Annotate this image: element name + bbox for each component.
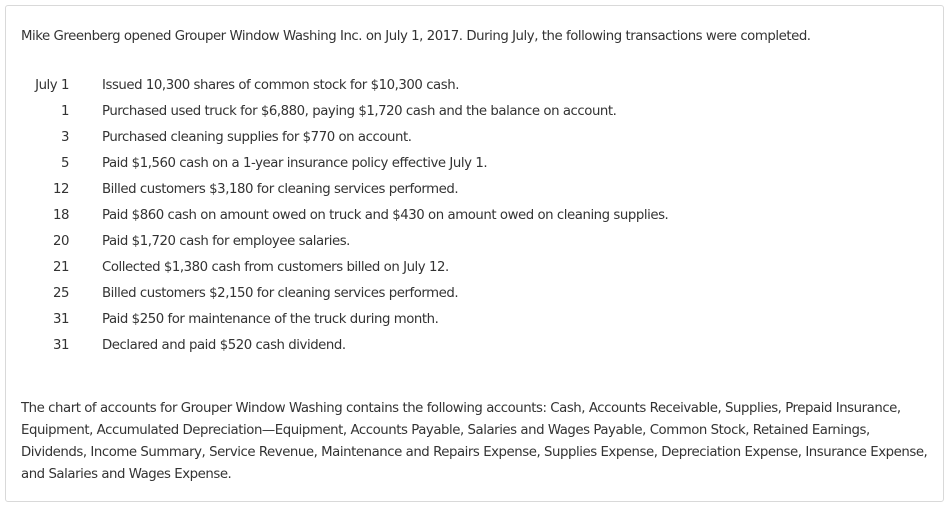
- transaction-description: Collected $1,380 cash from customers billed on July 12.: [102, 260, 449, 275]
- transaction-row: [21, 255, 921, 281]
- transaction-date: 20: [52, 234, 69, 249]
- transaction-row: [21, 99, 921, 125]
- transaction-row: [21, 281, 921, 307]
- transaction-description: Billed customers $2,150 for cleaning services performed.: [102, 286, 459, 301]
- transaction-description: Paid $250 for maintenance of the truck during month.: [102, 312, 439, 327]
- transaction-date: 31: [52, 338, 69, 353]
- transaction-description: Purchased cleaning supplies for $770 on account.: [102, 130, 412, 145]
- transaction-description: Paid $1,560 cash on a 1-year insurance policy effective July 1.: [102, 156, 488, 171]
- transaction-date: 18: [52, 208, 69, 223]
- transaction-description: Billed customers $3,180 for cleaning services performed.: [102, 182, 459, 197]
- transaction-row: [21, 151, 921, 177]
- transaction-date: July 1: [35, 78, 69, 93]
- problem-intro: Mike Greenberg opened Grouper Window Washing Inc. on July 1, 2017. During July, the following transactions were completed.: [21, 29, 811, 44]
- transaction-row: [21, 203, 921, 229]
- transaction-row: [21, 307, 921, 333]
- transaction-row: [21, 177, 921, 203]
- problem-card: [5, 5, 944, 502]
- transaction-row: [21, 73, 921, 99]
- transaction-description: Declared and paid $520 cash dividend.: [102, 338, 346, 353]
- transaction-date: 31: [52, 312, 69, 327]
- transaction-date: 1: [60, 104, 69, 119]
- transaction-date: 25: [52, 286, 69, 301]
- transaction-description: Paid $860 cash on amount owed on truck and $430 on amount owed on cleaning supplies.: [102, 208, 669, 223]
- transaction-row: [21, 125, 921, 151]
- transaction-date: 12: [52, 182, 69, 197]
- transaction-list: [21, 73, 921, 359]
- transaction-date: 3: [60, 130, 69, 145]
- transaction-date: 21: [52, 260, 69, 275]
- transaction-row: [21, 333, 921, 359]
- chart-of-accounts-paragraph: The chart of accounts for Grouper Window Washing contains the following accounts: Cash, Accounts Receivable, Supplies, Prepaid Insurance, Equipment, Accumulated Depreciation—Equipment, Accounts Payable, Salaries and Wages Payable, Common Stock, Retained Earnings, Dividends, Income Summary, Service Revenue, Maintenance and Repairs Expense, Supplies Expense, Depreciation Expense, Insurance Expense, and Salaries and Wages Expense.: [21, 401, 928, 482]
- transaction-description: Purchased used truck for $6,880, paying $1,720 cash and the balance on account.: [102, 104, 617, 119]
- transaction-row: [21, 229, 921, 255]
- transaction-date: 5: [60, 156, 69, 171]
- transaction-description: Issued 10,300 shares of common stock for $10,300 cash.: [102, 78, 459, 93]
- transaction-description: Paid $1,720 cash for employee salaries.: [102, 234, 350, 249]
